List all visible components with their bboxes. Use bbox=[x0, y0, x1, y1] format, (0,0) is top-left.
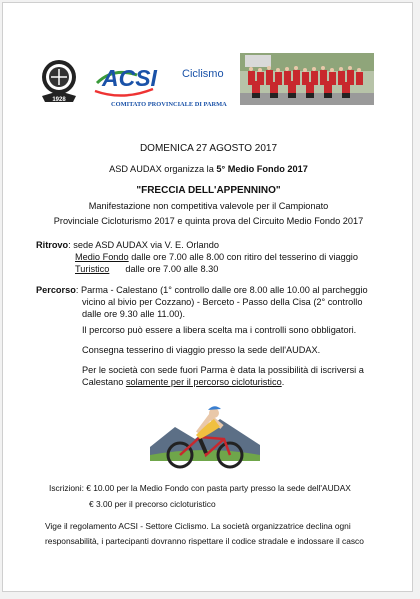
iscrizioni-line1: Iscrizioni: € 10.00 per la Medio Fondo con pasta party presso la sede dell'AUDAX bbox=[49, 483, 351, 493]
medio-fondo-line bbox=[75, 252, 358, 263]
consegna-note: Consegna tesserino di viaggio presso la sede dell'AUDAX. bbox=[82, 345, 321, 355]
footer-line2: responsabilità, i partecipanti dovranno rispettare il codice stradale e indossare il casco bbox=[45, 536, 364, 546]
fuori-underlined: solamente per il percorso cicloturistico bbox=[125, 377, 282, 387]
flyer-page bbox=[2, 2, 413, 592]
ritrovo-text: : sede ASD AUDAX via V. E. Orlando bbox=[68, 240, 219, 250]
desc-line2: Provinciale Cicloturismo 2017 e quinta prova del Circuito Medio Fondo 2017 bbox=[53, 216, 364, 226]
medio-fondo-text: dalle ore 7.00 alle 8.00 con ritiro del tesserino di viaggio bbox=[128, 252, 358, 262]
ritrovo-line bbox=[36, 240, 219, 251]
team-photo bbox=[240, 53, 374, 105]
percorso-line1 bbox=[36, 285, 368, 296]
percorso-line2: vicino al bivio per Cozzano) - Berceto - Passo della Cisa (2° controllo bbox=[82, 297, 363, 307]
fuori-line1: Per le società con sede fuori Parma è data la possibilità di iscriversi a bbox=[82, 365, 364, 375]
percorso-line3: dalle ore 9.30 alle 11.00). bbox=[82, 309, 186, 319]
turistico-line bbox=[75, 264, 218, 275]
event-title: "FRECCIA DELL'APPENNINO" bbox=[136, 185, 281, 196]
organizer-prefix: ASD AUDAX organizza la bbox=[109, 164, 217, 174]
footer-line1: Vige il regolamento ACSI - Settore Ciclismo. La società organizzatrice declina ogni bbox=[45, 521, 351, 531]
desc-line1: Manifestazione non competitiva valevole per il Campionato bbox=[88, 201, 329, 211]
organizer-line bbox=[3, 164, 414, 175]
percorso-note: Il percorso può essere a libera scelta ma i controlli sono obbligatori. bbox=[82, 325, 357, 335]
organizer-bold: 5° Medio Fondo 2017 bbox=[216, 164, 308, 174]
percorso-text1: : Parma - Calestano (1° controllo dalle ore 8.00 alle 10.00 al parcheggio bbox=[75, 285, 368, 295]
medio-fondo-label: Medio Fondo bbox=[75, 252, 129, 262]
acsi-logo bbox=[93, 61, 243, 116]
turistico-text: dalle ore 7.00 alle 8.30 bbox=[125, 264, 219, 274]
percorso-label: Percorso bbox=[36, 285, 76, 295]
fuori-prefix: Calestano bbox=[82, 377, 126, 387]
iscrizioni-line2: € 3.00 per il precorso cicloturistico bbox=[89, 499, 216, 509]
ritrovo-label: Ritrovo bbox=[36, 240, 69, 250]
cyclist-clipart bbox=[150, 397, 260, 474]
acsi-name: ACSI bbox=[102, 65, 157, 91]
turistico-label: Turistico bbox=[75, 264, 110, 274]
fuori-line2 bbox=[82, 377, 284, 388]
club-emblem-logo bbox=[38, 58, 80, 106]
event-date: DOMENICA 27 AGOSTO 2017 bbox=[139, 143, 278, 154]
acsi-committee: COMITATO PROVINCIALE DI PARMA bbox=[111, 101, 227, 108]
emblem-year: 1928 bbox=[52, 97, 66, 103]
acsi-sub: Ciclismo bbox=[182, 68, 224, 80]
fuori-suffix: . bbox=[281, 377, 285, 387]
